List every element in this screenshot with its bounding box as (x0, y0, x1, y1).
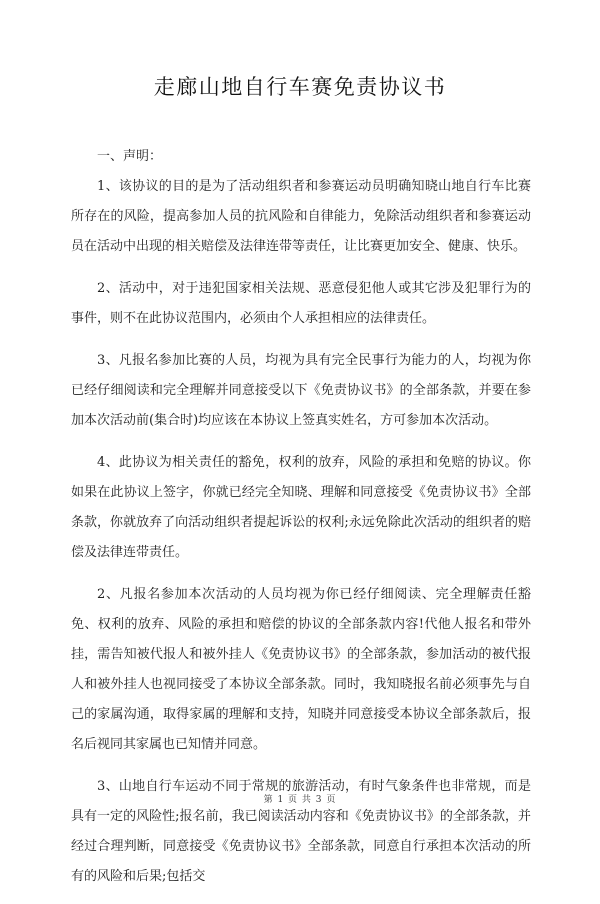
document-title: 走廊山地自行车赛免责协议书 (153, 75, 447, 99)
paragraph-4: 4、此协议为相关责任的豁免，权利的放弃，风险的承担和免赔的协议。你如果在此协议上签字，你就已经完全知晓、理解和同意接受《免责协议书》全部条款，你就放弃了向活动组织者提起诉讼的权利;永远免除此次活动的组织者的赔偿及法律连带责任。 (71, 455, 531, 560)
paragraph-6: 3、山地自行车运动不同于常规的旅游活动，有时气象条件也非常规，而是具有一定的风险性;报名前，我已阅读活动内容和《免责协议书》的全部条款，并经过合理判断，同意接受《免责协议书》全部条款，同意自行承担本次活动的所有的风险和后果;包括交 (71, 779, 531, 884)
paragraph-5: 2、凡报名参加本次活动的人员均视为你已经仔细阅读、完全理解责任豁免、权利的放弃、风险的承担和赔偿的协议的全部条款内容!代他人报名和带外挂，需告知被代报人和被外挂人《免责协议书》的全部条款，参加活动的被代报人和被外挂人也视同接受了本协议全部条款。同时，我知晓报名前必须事先与自己的家属沟通，取得家属的理解和支持，知晓并同意接受本协议全部条款后，报名后视同其家属也已知情并同意。 (71, 587, 531, 752)
paragraph-2: 2、活动中，对于违犯国家相关法规、恶意侵犯他人或其它涉及犯罪行为的事件，则不在此协议范围内，必须由个人承担相应的法律责任。 (71, 281, 531, 326)
paragraph-3: 3、凡报名参加比赛的人员，均视为具有完全民事行为能力的人，均视为你已经仔细阅读和完全理解并同意接受以下《免责协议书》的全部条款，并要在参加本次活动前(集合时)均应该在本协议上签真实姓名，方可参加本次活动。 (71, 353, 531, 428)
page-footer: 第 1 页 共 3 页 (263, 795, 337, 805)
paragraph-1: 1、该协议的目的是为了活动组织者和参赛运动员明确知晓山地自行车比赛所存在的风险，提高参加人员的抗风险和自律能力，免除活动组织者和参赛运动员在活动中出现的相关赔偿及法律连带等责任，让比赛更加安全、健康、快乐。 (71, 179, 531, 254)
section-heading: 一、声明： (97, 149, 163, 164)
